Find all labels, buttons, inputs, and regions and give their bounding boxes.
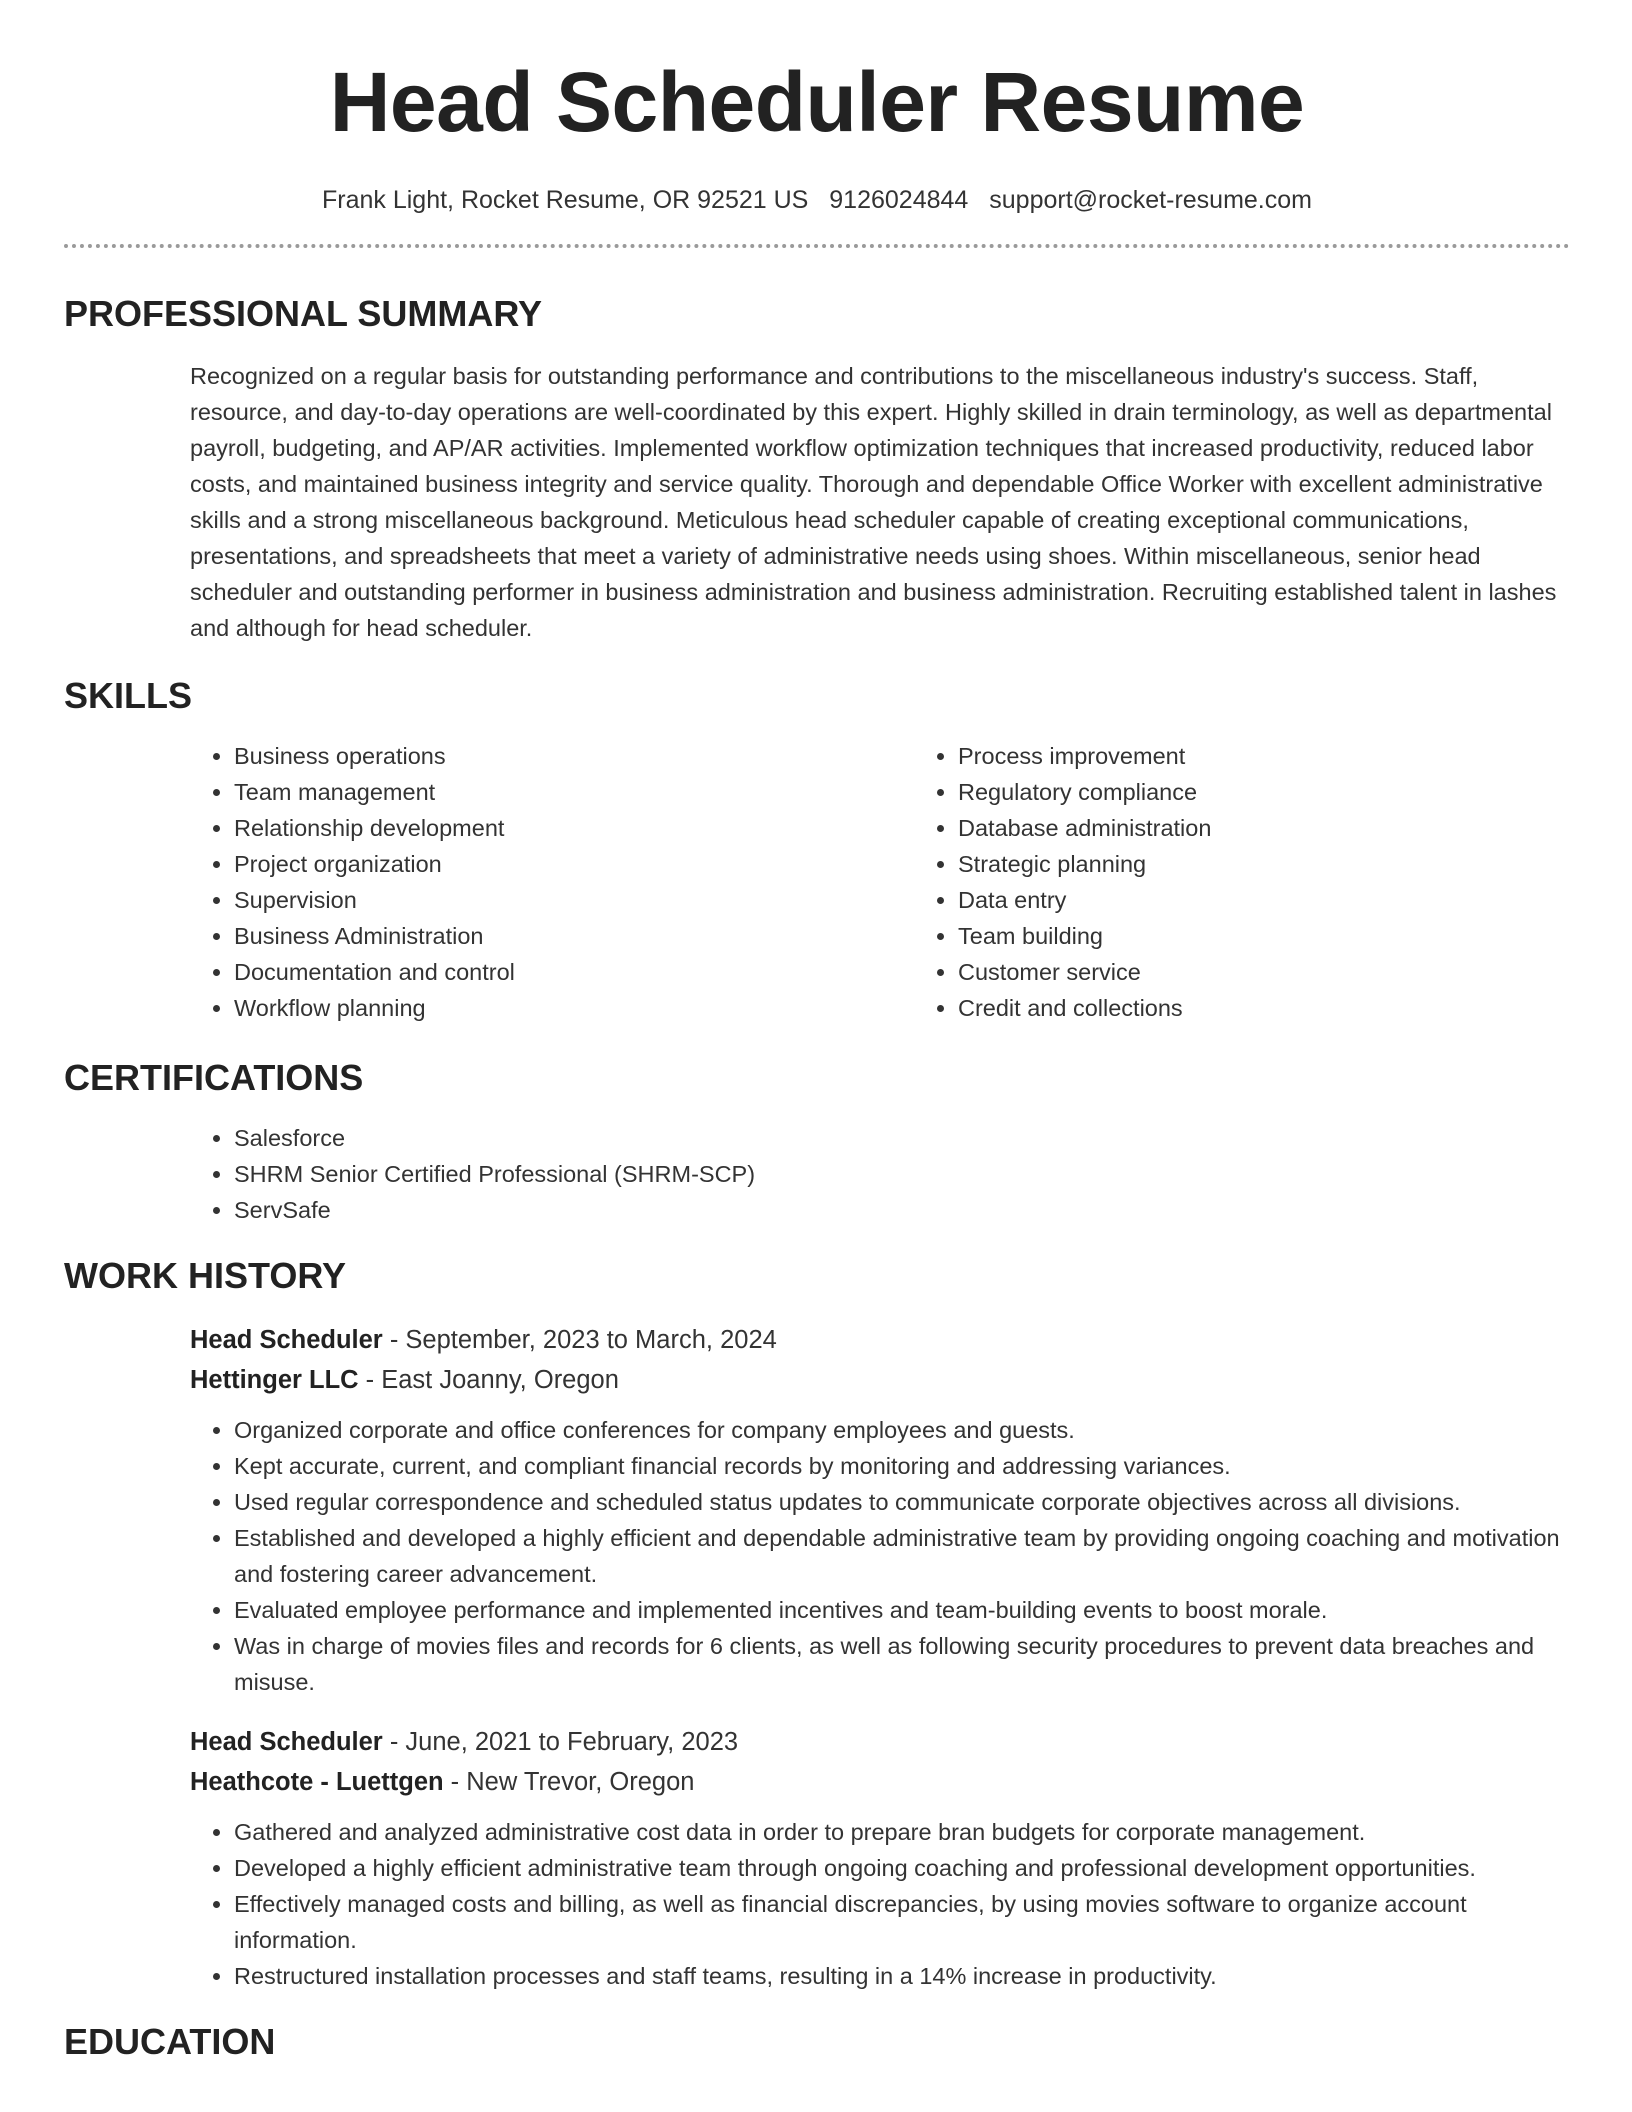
list-item: • Workflow planning bbox=[234, 990, 914, 1026]
job-title-line bbox=[190, 1320, 1570, 1360]
work-history-heading: WORK HISTORY bbox=[64, 1255, 347, 1296]
list-item: • Team building bbox=[958, 918, 1632, 954]
certifications-list bbox=[190, 1120, 1570, 1228]
list-item: • Business operations bbox=[234, 738, 914, 774]
summary-section bbox=[64, 292, 1570, 646]
skills-list-right bbox=[914, 738, 1632, 1026]
certifications-section bbox=[64, 1056, 1570, 1228]
list-item: • Evaluated employee performance and implemented incentives and team-building events to boost morale. bbox=[234, 1592, 1570, 1628]
job-bullets bbox=[190, 1814, 1570, 1994]
list-item: • Documentation and control bbox=[234, 954, 914, 990]
job-dates: - September, 2023 to March, 2024 bbox=[382, 1326, 777, 1354]
list-item: • Restructured installation processes and staff teams, resulting in a 14% increase in productivity. bbox=[234, 1958, 1570, 1994]
job-title: Head Scheduler bbox=[190, 1326, 383, 1354]
list-item: • Process improvement bbox=[958, 738, 1632, 774]
job-company-line bbox=[190, 1360, 1570, 1400]
resume-page bbox=[64, 0, 1570, 2064]
job-title: Head Scheduler bbox=[190, 1728, 383, 1756]
job-entry bbox=[190, 1320, 1570, 1700]
list-item: • Kept accurate, current, and compliant financial records by monitoring and addressing variances. bbox=[234, 1448, 1570, 1484]
list-item: • Gathered and analyzed administrative cost data in order to prepare bran budgets for corporate management. bbox=[234, 1814, 1570, 1850]
list-item: • Established and developed a highly efficient and dependable administrative team by providing ongoing coaching and motivation and fostering career advancement. bbox=[234, 1520, 1570, 1592]
list-item: • Credit and collections bbox=[958, 990, 1632, 1026]
contact-address: Frank Light, Rocket Resume, OR 92521 US bbox=[322, 186, 809, 214]
job-location: - East Joanny, Oregon bbox=[358, 1366, 619, 1394]
education-section bbox=[64, 2020, 1570, 2064]
list-item: • Strategic planning bbox=[958, 846, 1632, 882]
list-item: • ServSafe bbox=[234, 1192, 1570, 1228]
list-item: • Project organization bbox=[234, 846, 914, 882]
header-divider bbox=[64, 244, 1570, 248]
list-item: • Was in charge of movies files and records for 6 clients, as well as following security procedures to prevent data breaches and misuse. bbox=[234, 1628, 1570, 1700]
skills-columns bbox=[190, 738, 1570, 1026]
job-dates: - June, 2021 to February, 2023 bbox=[382, 1728, 739, 1756]
list-item: • Supervision bbox=[234, 882, 914, 918]
skills-section bbox=[64, 674, 1570, 1026]
skills-heading: SKILLS bbox=[64, 675, 193, 716]
certifications-heading: CERTIFICATIONS bbox=[64, 1057, 364, 1098]
list-item: • Salesforce bbox=[234, 1120, 1570, 1156]
skills-list-left bbox=[190, 738, 914, 1026]
job-company: Heathcote - Luettgen bbox=[190, 1768, 444, 1796]
contact-line bbox=[64, 184, 1570, 216]
summary-heading: PROFESSIONAL SUMMARY bbox=[64, 293, 543, 334]
job-title-line bbox=[190, 1722, 1570, 1762]
job-company: Hettinger LLC bbox=[190, 1366, 359, 1394]
list-item: • Developed a highly efficient administrative team through ongoing coaching and professional development opportunities. bbox=[234, 1850, 1570, 1886]
list-item: • Data entry bbox=[958, 882, 1632, 918]
job-entry bbox=[190, 1722, 1570, 1994]
list-item: • Effectively managed costs and billing, as well as financial discrepancies, by using movies software to organize account information. bbox=[234, 1886, 1570, 1958]
job-location: - New Trevor, Oregon bbox=[443, 1768, 695, 1796]
education-heading: EDUCATION bbox=[64, 2021, 276, 2062]
list-item: • Used regular correspondence and scheduled status updates to communicate corporate objectives across all divisions. bbox=[234, 1484, 1570, 1520]
list-item: • Regulatory compliance bbox=[958, 774, 1632, 810]
list-item: • Team management bbox=[234, 774, 914, 810]
contact-phone: 9126024844 bbox=[829, 186, 969, 214]
list-item: • Relationship development bbox=[234, 810, 914, 846]
list-item: • Customer service bbox=[958, 954, 1632, 990]
page-title: Head Scheduler Resume bbox=[329, 55, 1305, 149]
work-history-section bbox=[64, 1254, 1570, 1994]
summary-text: Recognized on a regular basis for outstanding performance and contributions to the miscellaneous industry's success. Staff, resource, and day-to-day operations are well-coordinated by this expert. Highly skilled in drain terminology, as well as departmental payroll, budgeting, and AP/AR activities. Implemented workflow optimization techniques that increased productivity, reduced labor costs, and maintained business integrity and service quality. Thorough and dependable Office Worker with excellent administrative skills and a strong miscellaneous background. Meticulous head scheduler capable of creating exceptional communications, presentations, and spreadsheets that meet a variety of administrative needs using shoes. Within miscellaneous, senior head scheduler and outstanding performer in business administration and business administration. Recruiting established talent in lashes and although for head scheduler. bbox=[190, 363, 1557, 641]
contact-email: support@rocket-resume.com bbox=[989, 186, 1312, 214]
list-item: • Organized corporate and office conferences for company employees and guests. bbox=[234, 1412, 1570, 1448]
job-company-line bbox=[190, 1762, 1570, 1802]
list-item: • SHRM Senior Certified Professional (SHRM-SCP) bbox=[234, 1156, 1570, 1192]
list-item: • Business Administration bbox=[234, 918, 914, 954]
job-bullets bbox=[190, 1412, 1570, 1700]
list-item: • Database administration bbox=[958, 810, 1632, 846]
